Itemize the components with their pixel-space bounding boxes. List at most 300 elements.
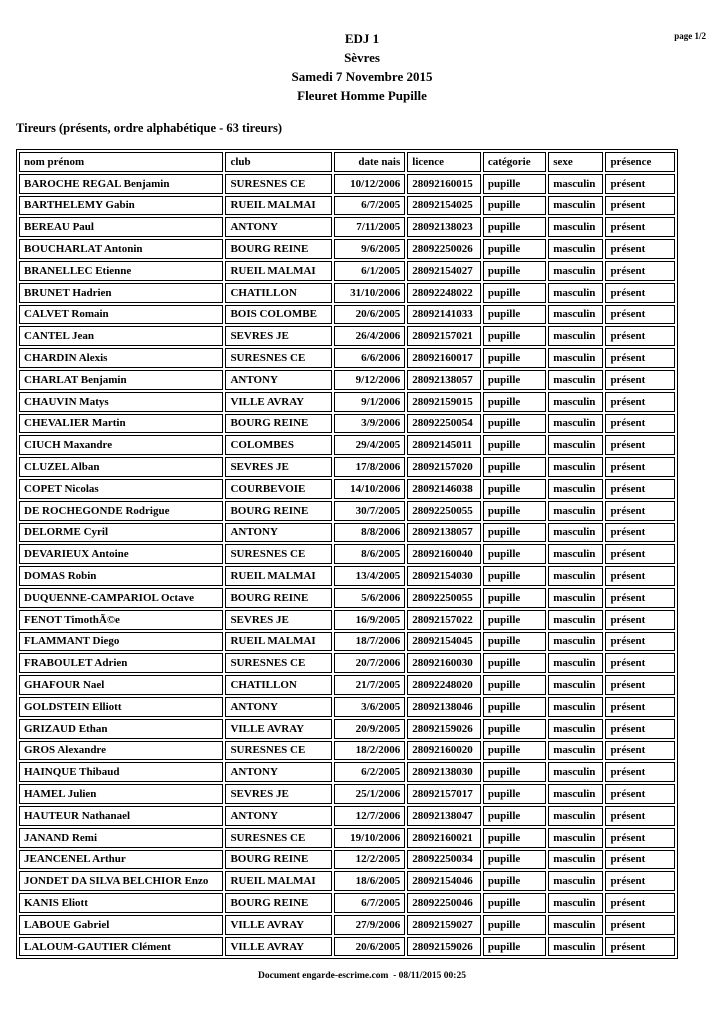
cell-club: COLOMBES <box>225 435 331 455</box>
cell-sexe: masculin <box>548 784 603 804</box>
cell-club: RUEIL MALMAI <box>225 566 331 586</box>
competition-date: Samedi 7 Novembre 2015 <box>291 69 433 84</box>
cell-presence: présent <box>605 653 675 673</box>
cell-presence: présent <box>605 697 675 717</box>
cell-categorie: pupille <box>483 610 546 630</box>
cell-categorie: pupille <box>483 435 546 455</box>
table-row <box>19 632 675 652</box>
table-row <box>19 348 675 368</box>
cell-presence: présent <box>605 326 675 346</box>
cell-categorie: pupille <box>483 501 546 521</box>
cell-date-nais: 3/6/2005 <box>334 697 406 717</box>
cell-presence: présent <box>605 610 675 630</box>
table-row <box>19 479 675 499</box>
cell-categorie: pupille <box>483 697 546 717</box>
cell-presence: présent <box>605 174 675 194</box>
cell-licence: 28092138047 <box>407 806 481 826</box>
cell-presence: présent <box>605 370 675 390</box>
cell-date-nais: 18/7/2006 <box>334 632 406 652</box>
cell-date-nais: 9/12/2006 <box>334 370 406 390</box>
cell-club: ANTONY <box>225 697 331 717</box>
table-row <box>19 326 675 346</box>
cell-categorie: pupille <box>483 370 546 390</box>
cell-club: BOURG REINE <box>225 588 331 608</box>
table-row <box>19 457 675 477</box>
cell-club: SEVRES JE <box>225 326 331 346</box>
cell-date-nais: 8/8/2006 <box>334 523 406 543</box>
cell-licence: 28092250026 <box>407 239 481 259</box>
cell-nom-prenom: HAINQUE Thibaud <box>19 762 223 782</box>
cell-sexe: masculin <box>548 544 603 564</box>
cell-club: RUEIL MALMAI <box>225 871 331 891</box>
cell-sexe: masculin <box>548 457 603 477</box>
cell-licence: 28092138057 <box>407 370 481 390</box>
cell-date-nais: 6/7/2005 <box>334 196 406 216</box>
cell-licence: 28092160021 <box>407 828 481 848</box>
cell-date-nais: 18/6/2005 <box>334 871 406 891</box>
cell-nom-prenom: FENOT TimothÃ©e <box>19 610 223 630</box>
cell-nom-prenom: BEREAU Paul <box>19 217 223 237</box>
cell-licence: 28092138046 <box>407 697 481 717</box>
cell-date-nais: 12/2/2005 <box>334 850 406 870</box>
table-row <box>19 501 675 521</box>
cell-club: CHATILLON <box>225 283 331 303</box>
tireurs-table <box>16 149 678 959</box>
cell-sexe: masculin <box>548 675 603 695</box>
cell-licence: 28092160017 <box>407 348 481 368</box>
table-row <box>19 370 675 390</box>
table-row <box>19 653 675 673</box>
cell-club: RUEIL MALMAI <box>225 196 331 216</box>
table-row <box>19 588 675 608</box>
cell-sexe: masculin <box>548 610 603 630</box>
cell-date-nais: 13/4/2005 <box>334 566 406 586</box>
cell-categorie: pupille <box>483 414 546 434</box>
column-header-categorie: catégorie <box>483 152 546 172</box>
cell-licence: 28092250034 <box>407 850 481 870</box>
cell-presence: présent <box>605 305 675 325</box>
cell-sexe: masculin <box>548 741 603 761</box>
table-row <box>19 523 675 543</box>
cell-licence: 28092159026 <box>407 719 481 739</box>
cell-nom-prenom: LALOUM-GAUTIER Clément <box>19 937 223 957</box>
cell-sexe: masculin <box>548 893 603 913</box>
cell-categorie: pupille <box>483 326 546 346</box>
cell-presence: présent <box>605 806 675 826</box>
column-header-club: club <box>225 152 331 172</box>
cell-sexe: masculin <box>548 719 603 739</box>
cell-licence: 28092154025 <box>407 196 481 216</box>
cell-club: ANTONY <box>225 217 331 237</box>
cell-categorie: pupille <box>483 523 546 543</box>
cell-licence: 28092154046 <box>407 871 481 891</box>
cell-nom-prenom: CHEVALIER Martin <box>19 414 223 434</box>
cell-club: ANTONY <box>225 806 331 826</box>
cell-club: SURESNES CE <box>225 348 331 368</box>
cell-club: CHATILLON <box>225 675 331 695</box>
cell-licence: 28092138030 <box>407 762 481 782</box>
cell-categorie: pupille <box>483 479 546 499</box>
cell-licence: 28092146038 <box>407 479 481 499</box>
cell-sexe: masculin <box>548 806 603 826</box>
cell-nom-prenom: DOMAS Robin <box>19 566 223 586</box>
table-row <box>19 806 675 826</box>
cell-club: RUEIL MALMAI <box>225 261 331 281</box>
cell-club: BOURG REINE <box>225 893 331 913</box>
cell-licence: 28092157022 <box>407 610 481 630</box>
cell-date-nais: 16/9/2005 <box>334 610 406 630</box>
cell-presence: présent <box>605 239 675 259</box>
cell-categorie: pupille <box>483 719 546 739</box>
column-header-licence: licence <box>407 152 481 172</box>
cell-categorie: pupille <box>483 348 546 368</box>
cell-categorie: pupille <box>483 283 546 303</box>
cell-sexe: masculin <box>548 414 603 434</box>
cell-date-nais: 9/6/2005 <box>334 239 406 259</box>
cell-nom-prenom: LABOUE Gabriel <box>19 915 223 935</box>
cell-nom-prenom: GROS Alexandre <box>19 741 223 761</box>
table-row <box>19 414 675 434</box>
cell-licence: 28092160040 <box>407 544 481 564</box>
cell-club: SURESNES CE <box>225 544 331 564</box>
cell-sexe: masculin <box>548 697 603 717</box>
table-row <box>19 239 675 259</box>
cell-nom-prenom: KANIS Eliott <box>19 893 223 913</box>
cell-nom-prenom: GRIZAUD Ethan <box>19 719 223 739</box>
cell-presence: présent <box>605 435 675 455</box>
footer-text: Document engarde-escrime.com - 08/11/2015 00:25 <box>258 971 466 981</box>
cell-date-nais: 6/6/2006 <box>334 348 406 368</box>
cell-date-nais: 20/6/2005 <box>334 937 406 957</box>
cell-licence: 28092157020 <box>407 457 481 477</box>
cell-date-nais: 19/10/2006 <box>334 828 406 848</box>
cell-licence: 28092250054 <box>407 414 481 434</box>
cell-nom-prenom: BARTHELEMY Gabin <box>19 196 223 216</box>
cell-categorie: pupille <box>483 392 546 412</box>
cell-sexe: masculin <box>548 239 603 259</box>
table-row <box>19 305 675 325</box>
cell-licence: 28092248020 <box>407 675 481 695</box>
cell-nom-prenom: BOUCHARLAT Antonin <box>19 239 223 259</box>
cell-club: SEVRES JE <box>225 784 331 804</box>
cell-club: VILLE AVRAY <box>225 915 331 935</box>
table-row <box>19 915 675 935</box>
cell-sexe: masculin <box>548 326 603 346</box>
cell-sexe: masculin <box>548 523 603 543</box>
cell-club: SURESNES CE <box>225 653 331 673</box>
cell-categorie: pupille <box>483 828 546 848</box>
cell-club: BOURG REINE <box>225 239 331 259</box>
cell-date-nais: 8/6/2005 <box>334 544 406 564</box>
table-header-row <box>19 152 675 172</box>
cell-categorie: pupille <box>483 261 546 281</box>
cell-date-nais: 21/7/2005 <box>334 675 406 695</box>
table-row <box>19 784 675 804</box>
cell-licence: 28092250046 <box>407 893 481 913</box>
cell-nom-prenom: CHARDIN Alexis <box>19 348 223 368</box>
cell-date-nais: 18/2/2006 <box>334 741 406 761</box>
cell-presence: présent <box>605 632 675 652</box>
cell-licence: 28092154027 <box>407 261 481 281</box>
section-title: Tireurs (présents, ordre alphabétique - 63 tireurs) <box>16 121 283 135</box>
cell-nom-prenom: CLUZEL Alban <box>19 457 223 477</box>
cell-licence: 28092145011 <box>407 435 481 455</box>
cell-presence: présent <box>605 414 675 434</box>
cell-licence: 28092157021 <box>407 326 481 346</box>
cell-presence: présent <box>605 675 675 695</box>
cell-presence: présent <box>605 784 675 804</box>
cell-licence: 28092160015 <box>407 174 481 194</box>
cell-categorie: pupille <box>483 675 546 695</box>
cell-sexe: masculin <box>548 196 603 216</box>
cell-presence: présent <box>605 566 675 586</box>
cell-date-nais: 6/1/2005 <box>334 261 406 281</box>
cell-sexe: masculin <box>548 174 603 194</box>
cell-club: ANTONY <box>225 762 331 782</box>
cell-presence: présent <box>605 828 675 848</box>
cell-categorie: pupille <box>483 544 546 564</box>
table-row <box>19 697 675 717</box>
cell-presence: présent <box>605 741 675 761</box>
cell-date-nais: 30/7/2005 <box>334 501 406 521</box>
cell-sexe: masculin <box>548 217 603 237</box>
cell-presence: présent <box>605 544 675 564</box>
cell-licence: 28092250055 <box>407 588 481 608</box>
cell-nom-prenom: DUQUENNE-CAMPARIOL Octave <box>19 588 223 608</box>
cell-presence: présent <box>605 392 675 412</box>
cell-presence: présent <box>605 871 675 891</box>
cell-sexe: masculin <box>548 828 603 848</box>
cell-sexe: masculin <box>548 915 603 935</box>
cell-nom-prenom: FLAMMANT Diego <box>19 632 223 652</box>
table-row <box>19 937 675 957</box>
cell-licence: 28092138057 <box>407 523 481 543</box>
cell-presence: présent <box>605 479 675 499</box>
cell-nom-prenom: COPET Nicolas <box>19 479 223 499</box>
cell-date-nais: 31/10/2006 <box>334 283 406 303</box>
cell-categorie: pupille <box>483 784 546 804</box>
table-row <box>19 719 675 739</box>
document-title-block <box>0 29 724 105</box>
cell-categorie: pupille <box>483 850 546 870</box>
cell-presence: présent <box>605 348 675 368</box>
cell-presence: présent <box>605 893 675 913</box>
cell-nom-prenom: HAUTEUR Nathanael <box>19 806 223 826</box>
cell-sexe: masculin <box>548 588 603 608</box>
cell-club: ANTONY <box>225 523 331 543</box>
table-row <box>19 283 675 303</box>
cell-club: SEVRES JE <box>225 457 331 477</box>
cell-sexe: masculin <box>548 370 603 390</box>
page-indicator: page 1/2 <box>674 31 706 41</box>
cell-sexe: masculin <box>548 937 603 957</box>
cell-licence: 28092159015 <box>407 392 481 412</box>
cell-licence: 28092159027 <box>407 915 481 935</box>
cell-nom-prenom: JONDET DA SILVA BELCHIOR Enzo <box>19 871 223 891</box>
cell-nom-prenom: BRANELLEC Etienne <box>19 261 223 281</box>
cell-club: BOIS COLOMBE <box>225 305 331 325</box>
cell-categorie: pupille <box>483 239 546 259</box>
cell-date-nais: 25/1/2006 <box>334 784 406 804</box>
cell-sexe: masculin <box>548 850 603 870</box>
table-row <box>19 675 675 695</box>
cell-licence: 28092159026 <box>407 937 481 957</box>
cell-sexe: masculin <box>548 653 603 673</box>
cell-sexe: masculin <box>548 305 603 325</box>
cell-nom-prenom: GHAFOUR Nael <box>19 675 223 695</box>
table-head <box>19 152 675 172</box>
cell-categorie: pupille <box>483 566 546 586</box>
table-row <box>19 196 675 216</box>
table-row <box>19 850 675 870</box>
table-row <box>19 828 675 848</box>
cell-date-nais: 5/6/2006 <box>334 588 406 608</box>
competition-location: Sèvres <box>344 50 380 65</box>
column-header-sexe: sexe <box>548 152 603 172</box>
cell-club: BOURG REINE <box>225 414 331 434</box>
cell-sexe: masculin <box>548 283 603 303</box>
column-header-date-nais: date nais <box>334 152 406 172</box>
cell-nom-prenom: JANAND Remi <box>19 828 223 848</box>
table-row <box>19 392 675 412</box>
cell-club: VILLE AVRAY <box>225 937 331 957</box>
cell-presence: présent <box>605 283 675 303</box>
column-header-presence: présence <box>605 152 675 172</box>
table-row <box>19 610 675 630</box>
cell-licence: 28092138023 <box>407 217 481 237</box>
cell-club: VILLE AVRAY <box>225 392 331 412</box>
cell-nom-prenom: DEVARIEUX Antoine <box>19 544 223 564</box>
cell-categorie: pupille <box>483 806 546 826</box>
cell-sexe: masculin <box>548 762 603 782</box>
table-row <box>19 762 675 782</box>
cell-categorie: pupille <box>483 741 546 761</box>
cell-presence: présent <box>605 217 675 237</box>
cell-date-nais: 6/2/2005 <box>334 762 406 782</box>
cell-nom-prenom: FRABOULET Adrien <box>19 653 223 673</box>
cell-club: SURESNES CE <box>225 174 331 194</box>
cell-categorie: pupille <box>483 893 546 913</box>
cell-sexe: masculin <box>548 632 603 652</box>
cell-club: BOURG REINE <box>225 850 331 870</box>
cell-licence: 28092157017 <box>407 784 481 804</box>
cell-date-nais: 6/7/2005 <box>334 893 406 913</box>
table-row <box>19 174 675 194</box>
cell-presence: présent <box>605 719 675 739</box>
cell-presence: présent <box>605 501 675 521</box>
cell-nom-prenom: CIUCH Maxandre <box>19 435 223 455</box>
cell-presence: présent <box>605 937 675 957</box>
cell-sexe: masculin <box>548 566 603 586</box>
cell-club: COURBEVOIE <box>225 479 331 499</box>
cell-sexe: masculin <box>548 348 603 368</box>
cell-sexe: masculin <box>548 261 603 281</box>
cell-presence: présent <box>605 196 675 216</box>
table-row <box>19 893 675 913</box>
cell-nom-prenom: GOLDSTEIN Elliott <box>19 697 223 717</box>
cell-presence: présent <box>605 915 675 935</box>
cell-nom-prenom: CALVET Romain <box>19 305 223 325</box>
cell-date-nais: 17/8/2006 <box>334 457 406 477</box>
cell-sexe: masculin <box>548 435 603 455</box>
cell-nom-prenom: BRUNET Hadrien <box>19 283 223 303</box>
cell-categorie: pupille <box>483 632 546 652</box>
cell-sexe: masculin <box>548 871 603 891</box>
cell-date-nais: 20/6/2005 <box>334 305 406 325</box>
cell-licence: 28092160020 <box>407 741 481 761</box>
cell-nom-prenom: CANTEL Jean <box>19 326 223 346</box>
competition-name: EDJ 1 <box>344 31 380 46</box>
table-body <box>19 174 675 957</box>
cell-club: SURESNES CE <box>225 828 331 848</box>
cell-presence: présent <box>605 588 675 608</box>
cell-nom-prenom: HAMEL Julien <box>19 784 223 804</box>
cell-nom-prenom: BAROCHE REGAL Benjamin <box>19 174 223 194</box>
cell-date-nais: 14/10/2006 <box>334 479 406 499</box>
table-row <box>19 261 675 281</box>
cell-categorie: pupille <box>483 937 546 957</box>
cell-date-nais: 3/9/2006 <box>334 414 406 434</box>
cell-presence: présent <box>605 762 675 782</box>
cell-date-nais: 12/7/2006 <box>334 806 406 826</box>
cell-licence: 28092248022 <box>407 283 481 303</box>
cell-categorie: pupille <box>483 871 546 891</box>
cell-date-nais: 27/9/2006 <box>334 915 406 935</box>
cell-date-nais: 29/4/2005 <box>334 435 406 455</box>
cell-nom-prenom: CHARLAT Benjamin <box>19 370 223 390</box>
cell-date-nais: 10/12/2006 <box>334 174 406 194</box>
cell-date-nais: 20/7/2006 <box>334 653 406 673</box>
cell-date-nais: 20/9/2005 <box>334 719 406 739</box>
cell-licence: 28092154030 <box>407 566 481 586</box>
cell-presence: présent <box>605 261 675 281</box>
cell-categorie: pupille <box>483 762 546 782</box>
cell-club: RUEIL MALMAI <box>225 632 331 652</box>
cell-date-nais: 7/11/2005 <box>334 217 406 237</box>
column-header-nom-prenom: nom prénom <box>19 152 223 172</box>
competition-category: Fleuret Homme Pupille <box>297 88 427 103</box>
cell-club: ANTONY <box>225 370 331 390</box>
cell-categorie: pupille <box>483 915 546 935</box>
cell-licence: 28092141033 <box>407 305 481 325</box>
cell-licence: 28092250055 <box>407 501 481 521</box>
cell-categorie: pupille <box>483 196 546 216</box>
cell-presence: présent <box>605 850 675 870</box>
cell-categorie: pupille <box>483 305 546 325</box>
cell-club: SURESNES CE <box>225 741 331 761</box>
cell-date-nais: 9/1/2006 <box>334 392 406 412</box>
table-row <box>19 566 675 586</box>
cell-club: SEVRES JE <box>225 610 331 630</box>
table-row <box>19 544 675 564</box>
table-row <box>19 741 675 761</box>
cell-club: VILLE AVRAY <box>225 719 331 739</box>
cell-categorie: pupille <box>483 588 546 608</box>
cell-categorie: pupille <box>483 174 546 194</box>
cell-sexe: masculin <box>548 479 603 499</box>
table-row <box>19 435 675 455</box>
cell-date-nais: 26/4/2006 <box>334 326 406 346</box>
cell-nom-prenom: DELORME Cyril <box>19 523 223 543</box>
cell-presence: présent <box>605 523 675 543</box>
cell-categorie: pupille <box>483 457 546 477</box>
cell-licence: 28092154045 <box>407 632 481 652</box>
cell-licence: 28092160030 <box>407 653 481 673</box>
cell-club: BOURG REINE <box>225 501 331 521</box>
cell-categorie: pupille <box>483 653 546 673</box>
cell-sexe: masculin <box>548 501 603 521</box>
table-row <box>19 871 675 891</box>
